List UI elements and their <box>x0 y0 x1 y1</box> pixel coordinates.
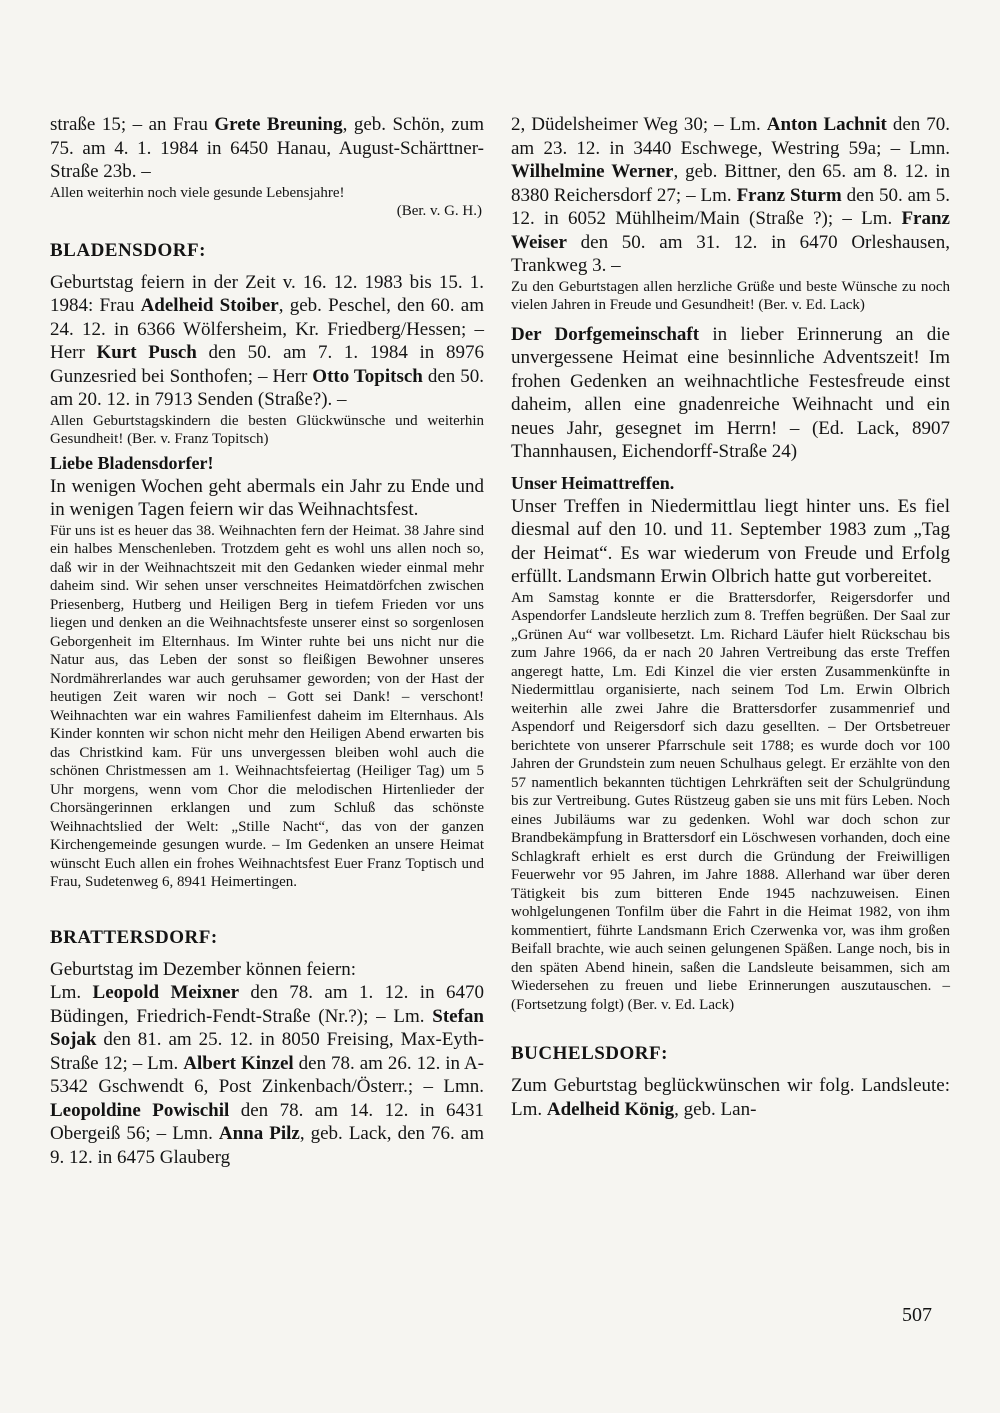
section-heading-brattersdorf: BRATTERSDORF: <box>50 926 218 948</box>
wishes-text: Zu den Geburtstagen allen herzliche Grüße und beste Wünsche zu noch vielen Jahren in Freude und Gesundheit! (Ber. v. Ed. Lack) <box>511 278 950 313</box>
wishes-text: Allen Geburtstagskindern die besten Glückwünsche und weiterhin Gesundheit! (Ber. v. Franz Topitsch) <box>50 412 484 447</box>
section-heading-buchelsdorf: BUCHELSDORF: <box>511 1043 668 1064</box>
person-name: Stefan Sojak <box>50 1005 484 1050</box>
birthday-list-bladensdorf: Geburtstag feiern in der Zeit v. 16. 12. 1983 bis 15. 1. 1984: Frau Adelheid Stoiber, geb. Peschel, den 60. am 24. 12. in 6366 Wölfersheim, Kr. Friedberg/Hessen; – Herr Kurt Pusch den 50. am 7. 1. 1984 in 8976 Gunzesried bei Sonthofen; – Herr Otto Topitsch den 50. am 20. 12. in 7913 Senden (Straße?). – <box>50 271 484 410</box>
person-name: Adelheid Stoiber <box>140 295 279 316</box>
left-column <box>50 113 484 1169</box>
birthday-list-continued: 2, Düdelsheimer Weg 30; – Lm. Anton Lachnit den 70. am 23. 12. in 3440 Eschwege, Westring 59a; – Lmn. Wilhelmine Werner, geb. Bittner, den 65. am 8. 12. in 8380 Reichersdorf 27; – Lm. Franz Sturm den 50. am 5. 12. in 6052 Mühlheim/Main (Straße ?); – Lm. Franz Weiser den 50. am 31. 12. in 6470 Orleshausen, Trankweg 3. – <box>511 114 951 276</box>
letter-salutation: Liebe Bladensdorfer! <box>50 452 214 473</box>
birthday-list-buchelsdorf: Zum Geburtstag beglückwünschen wir folg. Landsleute: Lm. Adelheid König, geb. Lan- <box>511 1075 950 1120</box>
person-name: Otto Topitsch <box>312 365 423 387</box>
letter-intro: In wenigen Wochen geht abermals ein Jahr zu Ende und in wenigen Tagen feiern wir das Weihnachtsfest. <box>50 475 484 520</box>
person-name: Leopoldine Powischil <box>50 1099 230 1121</box>
person-name: Adelheid König <box>546 1098 675 1120</box>
right-column <box>511 113 950 1121</box>
person-name: Wilhelmine Werner <box>511 161 674 182</box>
person-name: Albert Kinzel <box>183 1052 294 1074</box>
reporter-signature: (Ber. v. G. H.) <box>396 203 482 219</box>
birthday-intro: Geburtstag im Dezember können feiern: <box>50 958 356 980</box>
person-name: Anna Pilz <box>218 1123 300 1144</box>
birthday-list-brattersdorf: Lm. Leopold Meixner den 78. am 1. 12. in 6470 Büdingen, Friedrich-Fendt-Straße (Nr.?); – Lm. Stefan Sojak den 81. am 25. 12. in 8050 Freising, Max-Eyth-Straße 12; – Lm. Albert Kinzel den 78. am 26. 12. in A-5342 Gschwendt 6, Post Zinkenbach/Österr.; – Lmn. Leopoldine Powischil den 78. am 14. 12. in 6431 Obergeiß 56; – Lmn. Anna Pilz, geb. Lack, den 76. am 9. 12. in 6475 Glauberg <box>50 982 485 1168</box>
advent-greeting: Der Dorfgemeinschaft in lieber Erinnerung an die unvergessene Heimat eine besinnliche Adventszeit! Im frohen Gedenken an weihnachtliche Festesfreude einst daheim, allen eine gnadenreiche Weihnacht und ein neues Jahr, gesegnet im Herrn! – (Ed. Lack, 8907 Thannhausen, Eichendorff-Straße 24) <box>511 323 950 462</box>
intro-paragraph: straße 15; – an Frau Grete Breuning, geb. Schön, zum 75. am 4. 1. 1984 in 6450 Hanau, August-Schärttner-Straße 23b. – <box>50 114 484 182</box>
wishes-text: Allen weiterhin noch viele gesunde Lebensjahre! <box>50 184 345 201</box>
article-title-heimattreffen: Unser Heimattreffen. <box>511 472 675 493</box>
person-name: Anton Lachnit <box>766 114 887 135</box>
person-name: Kurt Pusch <box>96 342 197 363</box>
page-number: 507 <box>902 1304 932 1326</box>
article-intro: Unser Treffen in Niedermittlau liegt hinter uns. Es fiel diesmal auf den 10. und 11. September 1983 zum „Tag der Heimat“. Es war wiederum von Freude und Erfolg erfüllt. Landsmann Erwin Olbrich hatte gut vorbereitet. <box>511 495 950 587</box>
greeting-lead: Der Dorfgemeinschaft <box>511 323 700 345</box>
section-heading-bladensdorf: BLADENSDORF: <box>50 239 206 261</box>
article-body: Am Samstag konnte er die Brattersdorfer, Reigersdorfer und Aspendorfer Landsleute herzlich zum 8. Treffen begrüßen. Der Saal zur „Grünen Au“ war vollbesetzt. Lm. Richard Läufer hielt Rückschau bis zum Jahre 1966, da er nach 20 Jahren Vertreibung das erste Treffen angeregt hatte, Lm. Edi Kinzel die vier ersten Zusammenkünfte in Niedermittlau organisierte, nach seinem Tod Lm. Erwin Olbrich weiterhin alle zwei Jahre die Brattersdorfer zusammenrief und Aspendorf und Reigersdorf sich dazu gesellten. – Der Ortsbetreuer berichtete von unserer Pfarrschule seit 1788; es wurde doch vor 100 Jahren der Grundstein zum neuen Schulhaus gelegt. Er erzählte von den 57 namentlich bekannten tüchtigen Lehrkräften seit der Schulgründung bis zur Vertreibung. Gutes Rüstzeug gaben sie uns mit fürs Leben. Noch eines Jubiläums war zu gedenken. Wohl war doch schon zur Brandbekämpfung in Brattersdorf ein Löschwesen vorhanden, doch eine Schlagkraft erhielt es erst durch die Gründung der Freiwilligen Feuerwehr vor 95 Jahren, im Jahre 1888. Allerhand war über deren Tätigkeit bis zum bitteren Ende 1945 nachzuweisen. Einen wohlgelungenen Tonfilm über die Fahrt in die Heimat 1982, von ihm kommentiert, führte Landsmann Erich Czerwenka vor, was ihm großen Beifall brachte, wie auch seinen gelungenen Späßen. Lange noch, bis in den späten Abend hinein, saßen die Landsleute beisammen, sich am Wiedersehen zu freuen und liebe Erinnerungen auszutauschen. – (Fortsetzung folgt) (Ber. v. Ed. Lack) <box>511 589 950 1013</box>
letter-body: Für uns ist es heuer das 38. Weihnachten fern der Heimat. 38 Jahre sind ein halbes Menschenleben. Trotzdem geht es wohl uns allen noch so, daß wir in der Weihnachtszeit mit den Gedanken wieder einmal mehr daheim sind. Wir sehen unser verschneites Heimatdörfchen zwischen Priesenberg, Hutberg und Heiligen Berg in tiefem Frieden vor uns liegen und denken an die Weihnachtsfeste unserer einst so sorgenlosen Geborgenheit im Elternhaus. Im Winter ruhte bei uns nicht nur die Natur aus, das Leben der sonst so fleißigen Bewohner unseres Nordmährerlandes war auch geruhsamer geworden; von der Hast der heutigen Zeit waren wir noch – Gott sei Dank! – verschont! Weihnachten war ein wahres Familienfest daheim im Elternhaus. Als Kinder konnten wir schon nicht mehr den Heiligen Abend erwarten bis das Christkind kam. Für uns unvergessen bleiben wohl auch die schönen Christmessen am 1. Weihnachtsfeiertag (Heiliger Tag) um 5 Uhr morgens, wenn vom Chor die melodischen Hirtenlieder der Chorsängerinnen erklangen und zum Schluß das schönste Weihnachtslied der Welt: „Stille Nacht“, das von der ganzen Kirchengemeinde gesungen wurde. – Im Gedenken an unsere Heimat wünscht Euch allen ein frohes Weihnachtsfest Euer Franz Toptisch und Frau, Sudetenweg 6, 8941 Heimertingen. <box>50 522 484 890</box>
person-name: Franz Weiser <box>511 208 950 253</box>
person-name: Grete Breuning <box>214 114 343 135</box>
person-name: Franz Sturm <box>736 184 842 206</box>
person-name: Leopold Meixner <box>92 982 240 1003</box>
